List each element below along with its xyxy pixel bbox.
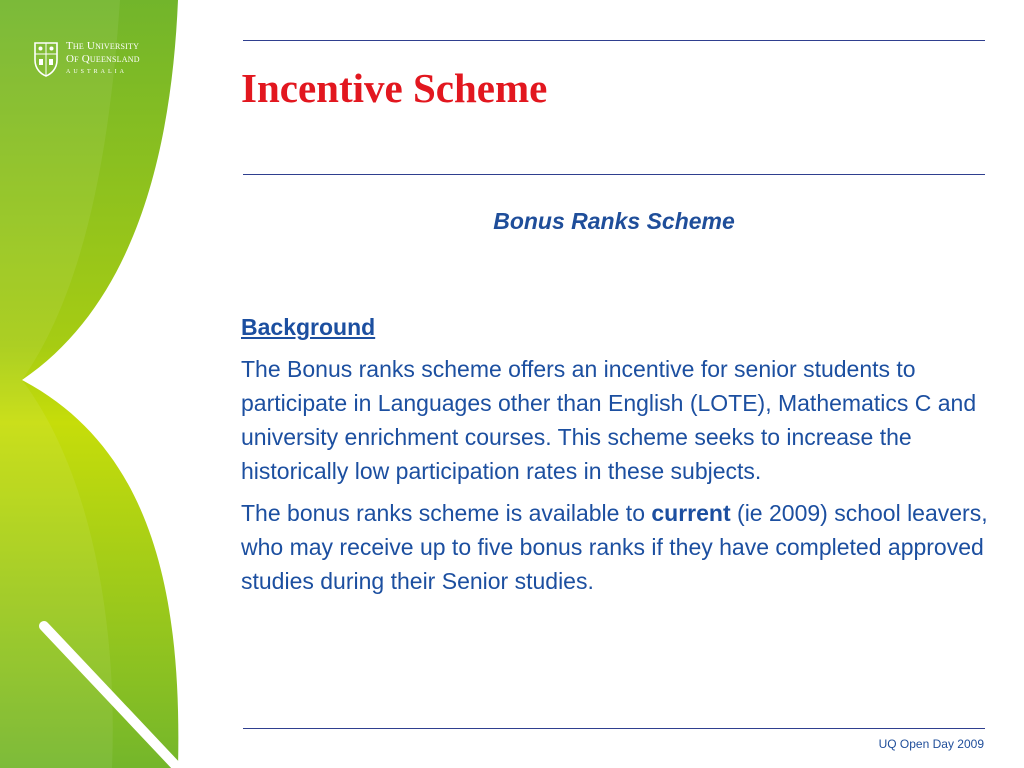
bottom-divider: [243, 728, 985, 729]
logo-line-1: The University: [66, 40, 140, 52]
university-logo: [32, 38, 162, 84]
section-heading: Background: [241, 314, 376, 340]
title-divider: [243, 174, 985, 175]
slide-subtitle: Bonus Ranks Scheme: [493, 208, 735, 234]
paragraph-2-intro: The bonus ranks scheme is available to: [241, 500, 652, 526]
logo-wordmark: [66, 40, 140, 77]
paragraph-2-emphasis: current: [651, 500, 731, 526]
green-side-panel: [0, 0, 240, 768]
crest-icon: [32, 40, 60, 78]
slide-title: Incentive Scheme: [241, 65, 548, 111]
slide-body: [241, 310, 1001, 606]
logo-line-2: Of Queensland: [66, 53, 140, 65]
logo-line-3: AUSTRALIA: [66, 69, 127, 75]
footer-text: UQ Open Day 2009: [878, 737, 984, 751]
paragraph-2-rest: (ie 2009) school leavers, who may receive up to five bonus ranks if they have completed approved studies during their Senior studies.: [241, 500, 988, 594]
top-divider: [243, 40, 985, 41]
paragraph-2: [241, 496, 1001, 598]
paragraph-1: The Bonus ranks scheme offers an incentive for senior students to participate in Languages other than English (LOTE), Mathematics C and university enrichment courses. This scheme seeks to increase the historically low participation rates in these subjects.: [241, 356, 977, 484]
